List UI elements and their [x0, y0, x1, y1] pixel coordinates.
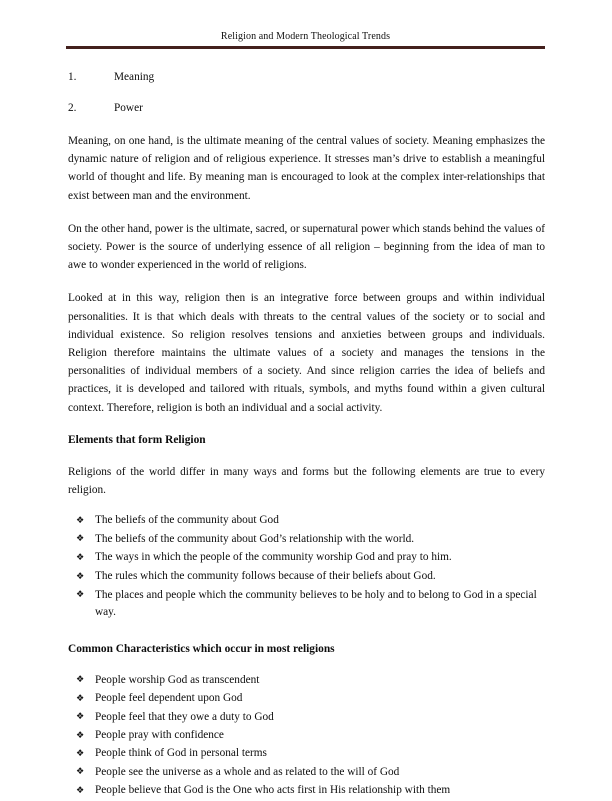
- list-item: [68, 549, 545, 567]
- list-item: [68, 672, 545, 689]
- list-item: [68, 690, 545, 707]
- paragraph-integrative-force: Looked at in this way, religion then is an integrative force between groups and within individual personalities. It is that which deals with threats to the central values of the society or to social and individual existence. So religion resolves tensions and anxieties between groups and individuals. Religion therefore maintains the ultimate values of a society and manages the tensions in the personalities of individual members of a society. And since religion carries the idea of beliefs and practices, it is developed and tailored with rituals, symbols, and myths found within a given cultural context. Therefore, religion is both an individual and a social activity.: [68, 292, 545, 414]
- diamond-bullet-icon: ❖: [76, 711, 85, 723]
- diamond-bullet-icon: ❖: [76, 514, 85, 526]
- diamond-bullet-icon: ❖: [76, 551, 85, 563]
- list-label: Power: [114, 102, 143, 114]
- list-item-text: People feel dependent upon God: [95, 692, 243, 705]
- list-item-text: The rules which the community follows because of their beliefs about God.: [95, 570, 436, 583]
- list-item: [68, 587, 545, 622]
- list-item: [68, 709, 545, 726]
- list-item-text: The ways in which the people of the community worship God and pray to him.: [95, 551, 452, 564]
- list-item-text: People think of God in personal terms: [95, 747, 267, 760]
- page-title: Religion and Modern Theological Trends: [220, 31, 391, 42]
- list-item-text: People see the universe as a whole and as related to the will of God: [95, 765, 400, 778]
- elements-bullet-list: [68, 512, 545, 622]
- list-item-text: The places and people which the community believes to be holy and to belong to God in a special way.: [95, 588, 537, 619]
- list-item: [68, 512, 545, 530]
- list-item-text: People worship God as transcendent: [95, 673, 260, 686]
- paragraph-meaning: Meaning, on one hand, is the ultimate meaning of the central values of society. Meaning emphasizes the dynamic nature of religion and of religious experience. It stresses man’s drive to establish a meaningful world of thought and life. By meaning man is encouraged to look at the complex inter-relationships that exist between man and the environment.: [68, 135, 545, 202]
- heading-common-characteristics: Common Characteristics which occur in most religions: [68, 642, 335, 655]
- list-item-text: The beliefs of the community about God: [95, 514, 279, 527]
- diamond-bullet-icon: ❖: [76, 766, 85, 778]
- diamond-bullet-icon: ❖: [76, 692, 85, 704]
- header-divider-rule: [66, 46, 545, 49]
- common-characteristics-bullet-list: [68, 672, 545, 800]
- numbered-list-item-2: [68, 101, 545, 116]
- list-item-text: People believe that God is the One who acts first in His relationship with them: [95, 784, 451, 797]
- diamond-bullet-icon: ❖: [76, 747, 85, 759]
- list-item-text: The beliefs of the community about God’s relationship with the world.: [95, 532, 415, 545]
- list-label: Meaning: [114, 71, 155, 83]
- diamond-bullet-icon: ❖: [76, 784, 85, 796]
- list-number: 1.: [68, 71, 77, 83]
- document-running-header: [66, 30, 545, 49]
- paragraph-elements-intro: Religions of the world differ in many ways and forms but the following elements are true to every religion.: [68, 465, 545, 497]
- list-item: [68, 727, 545, 744]
- list-item: [68, 568, 545, 586]
- list-item: [68, 764, 545, 781]
- list-item: [68, 531, 545, 549]
- list-item: [68, 782, 545, 799]
- paragraph-power: On the other hand, power is the ultimate, sacred, or supernatural power which stands behind the values of society. Power is the source of underlying essence of all religion – beginning from the idea of man to awe to wonder experienced in the world of religions.: [68, 222, 545, 272]
- numbered-list-item-1: [68, 70, 545, 85]
- list-item-text: People pray with confidence: [95, 729, 224, 742]
- diamond-bullet-icon: ❖: [76, 729, 85, 741]
- diamond-bullet-icon: ❖: [76, 674, 85, 686]
- heading-elements-that-form-religion: Elements that form Religion: [68, 433, 206, 446]
- list-item: [68, 745, 545, 762]
- diamond-bullet-icon: ❖: [76, 589, 85, 601]
- list-number: 2.: [68, 102, 77, 114]
- diamond-bullet-icon: ❖: [76, 533, 85, 545]
- document-body: [68, 68, 545, 801]
- list-item-text: People feel that they owe a duty to God: [95, 710, 274, 723]
- diamond-bullet-icon: ❖: [76, 570, 85, 582]
